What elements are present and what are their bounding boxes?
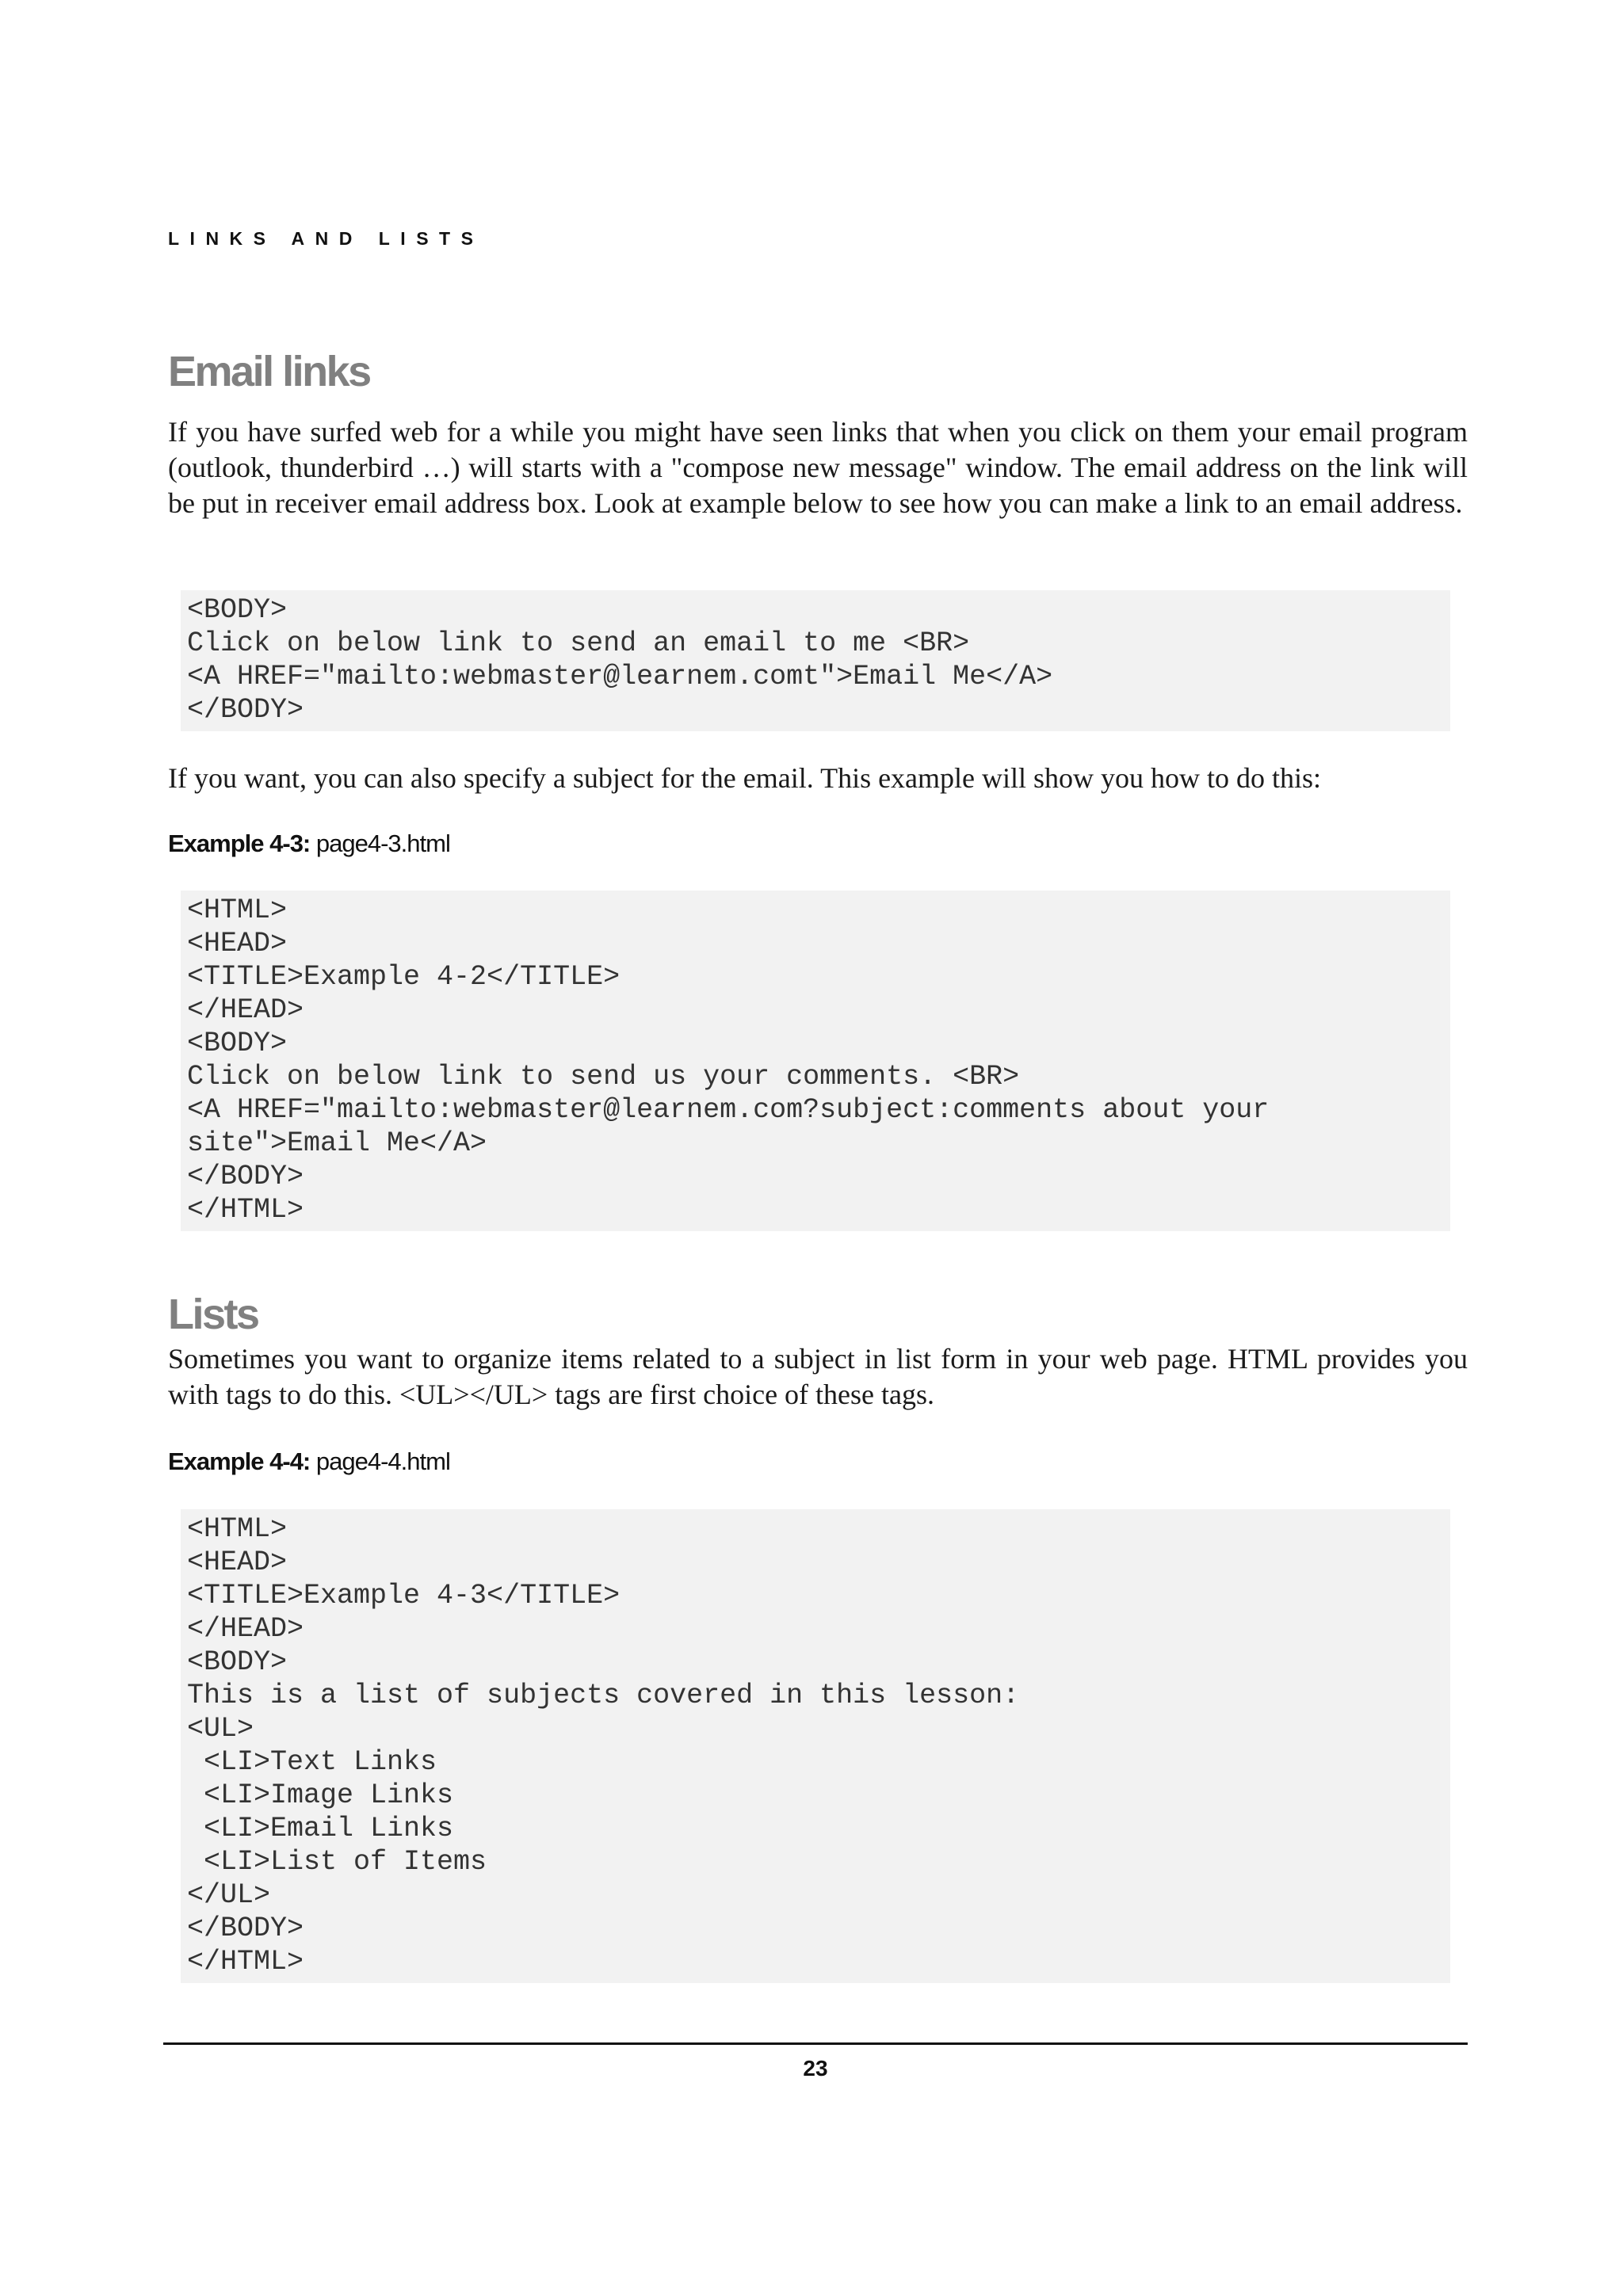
- code-line: <UL>: [187, 1713, 254, 1745]
- code-line: <A HREF="mailto:webmaster@learnem.comt">Email Me</A>: [187, 661, 1053, 692]
- email-code-block: [181, 590, 1450, 731]
- example-4-4-caption: [168, 1447, 450, 1476]
- code-line: Click on below link to send an email to me <BR>: [187, 627, 970, 659]
- code-line: <BODY>: [187, 1028, 288, 1059]
- example-4-3-caption: [168, 830, 450, 858]
- code-line: </HEAD>: [187, 994, 304, 1026]
- code-line: </BODY>: [187, 1161, 304, 1192]
- code-line: This is a list of subjects covered in this lesson:: [187, 1680, 1020, 1711]
- code-line: </BODY>: [187, 1913, 304, 1944]
- code-line: <LI>Text Links: [187, 1746, 437, 1778]
- lists-heading: Lists: [168, 1291, 258, 1338]
- code-line: site">Email Me</A>: [187, 1127, 487, 1159]
- code-line: <LI>Image Links: [187, 1779, 454, 1811]
- email-links-paragraph: If you have surfed web for a while you might have seen links that when you click on them your email program (outlook, thunderbird …) will starts with a "compose new message" window. The email address on the link will be put in receiver email address box. Look at example below to see how you can make a link to an email address.: [168, 416, 1468, 519]
- subject-paragraph: If you want, you can also specify a subject for the email. This example will show you how to do this:: [168, 762, 1322, 794]
- example-label: Example 4-3:: [168, 830, 311, 857]
- footer-divider: [163, 2042, 1468, 2045]
- code-line: <HEAD>: [187, 928, 288, 959]
- code-line: <BODY>: [187, 1646, 288, 1678]
- code-line: </BODY>: [187, 694, 304, 726]
- example-4-4-code-block: [181, 1509, 1450, 1983]
- example-filename: page4-3.html: [315, 830, 450, 857]
- example-filename: page4-4.html: [315, 1447, 450, 1475]
- email-links-heading: Email links: [168, 348, 370, 395]
- code-line: <HEAD>: [187, 1547, 288, 1578]
- code-line: <HTML>: [187, 894, 288, 926]
- code-line: <BODY>: [187, 594, 288, 626]
- code-line: </HTML>: [187, 1946, 304, 1978]
- code-line: <TITLE>Example 4-2</TITLE>: [187, 961, 621, 993]
- code-line: <LI>Email Links: [187, 1813, 454, 1844]
- code-line: Click on below link to send us your comments. <BR>: [187, 1061, 1020, 1093]
- lists-paragraph: Sometimes you want to organize items related to a subject in list form in your web page. HTML provides you with tags to do this. <UL></UL> tags are first choice of these tags.: [168, 1343, 1468, 1410]
- example-4-3-code-block: [181, 891, 1450, 1231]
- code-line: </UL>: [187, 1879, 271, 1911]
- code-line: </HEAD>: [187, 1613, 304, 1645]
- page-number: 23: [803, 2056, 828, 2081]
- code-line: </HTML>: [187, 1194, 304, 1226]
- code-line: <LI>List of Items: [187, 1846, 487, 1878]
- code-line: <A HREF="mailto:webmaster@learnem.com?subject:comments about your: [187, 1094, 1270, 1126]
- code-line: <TITLE>Example 4-3</TITLE>: [187, 1580, 621, 1611]
- running-header: LINKS AND LISTS: [168, 228, 484, 249]
- code-line: <HTML>: [187, 1513, 288, 1545]
- example-label: Example 4-4:: [168, 1447, 311, 1475]
